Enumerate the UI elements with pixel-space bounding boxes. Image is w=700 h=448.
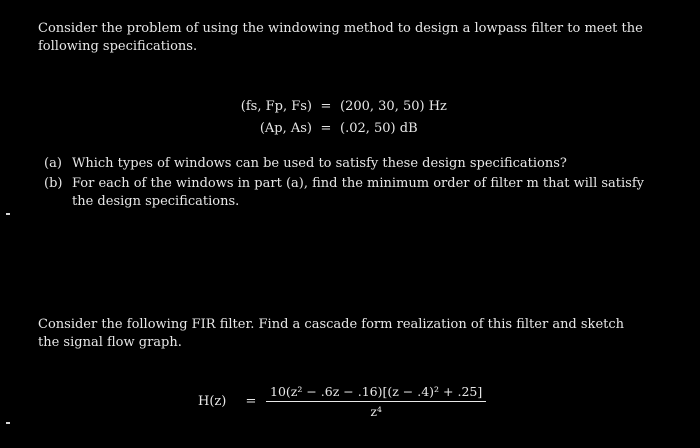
- spec-lhs: (Ap, As): [259, 121, 312, 136]
- equation-denominator: z⁴: [370, 404, 382, 419]
- equation-lhs: H(z): [198, 394, 227, 409]
- part-tag: (b): [44, 176, 63, 191]
- spec-rhs: (.02, 50) dB: [340, 121, 418, 136]
- specifications-block: [230, 96, 447, 140]
- spec-equals: =: [320, 99, 332, 114]
- part-b: [44, 175, 644, 211]
- margin-mark: [6, 422, 10, 424]
- part-text: For each of the windows in part (a), find the minimum order of filter m that will satisfy the design specifications.: [72, 176, 644, 209]
- transfer-function: [198, 384, 486, 419]
- problem1-intro: Consider the problem of using the windowing method to design a lowpass filter to meet the following specifications.: [38, 21, 643, 54]
- problem1-parts: [44, 155, 644, 213]
- equation-fraction: [266, 384, 486, 419]
- part-text: Which types of windows can be used to satisfy these design specifications?: [72, 156, 567, 171]
- spec-lhs: (fs, Fp, Fs): [240, 99, 312, 114]
- part-a: [44, 155, 644, 173]
- spec-rhs: (200, 30, 50) Hz: [340, 99, 447, 114]
- spec-equals: =: [320, 121, 332, 136]
- equation-numerator: 10(z² − .6z − .16)[(z − .4)² + .25]: [270, 384, 483, 399]
- part-tag: (a): [44, 156, 62, 171]
- spec-row-attenuation: [230, 118, 447, 140]
- equation-equals: =: [245, 394, 257, 409]
- spec-row-frequencies: [230, 96, 447, 118]
- margin-mark: [6, 213, 10, 215]
- problem2-intro: Consider the following FIR filter. Find a cascade form realization of this filter and sketch the signal flow graph.: [38, 317, 625, 350]
